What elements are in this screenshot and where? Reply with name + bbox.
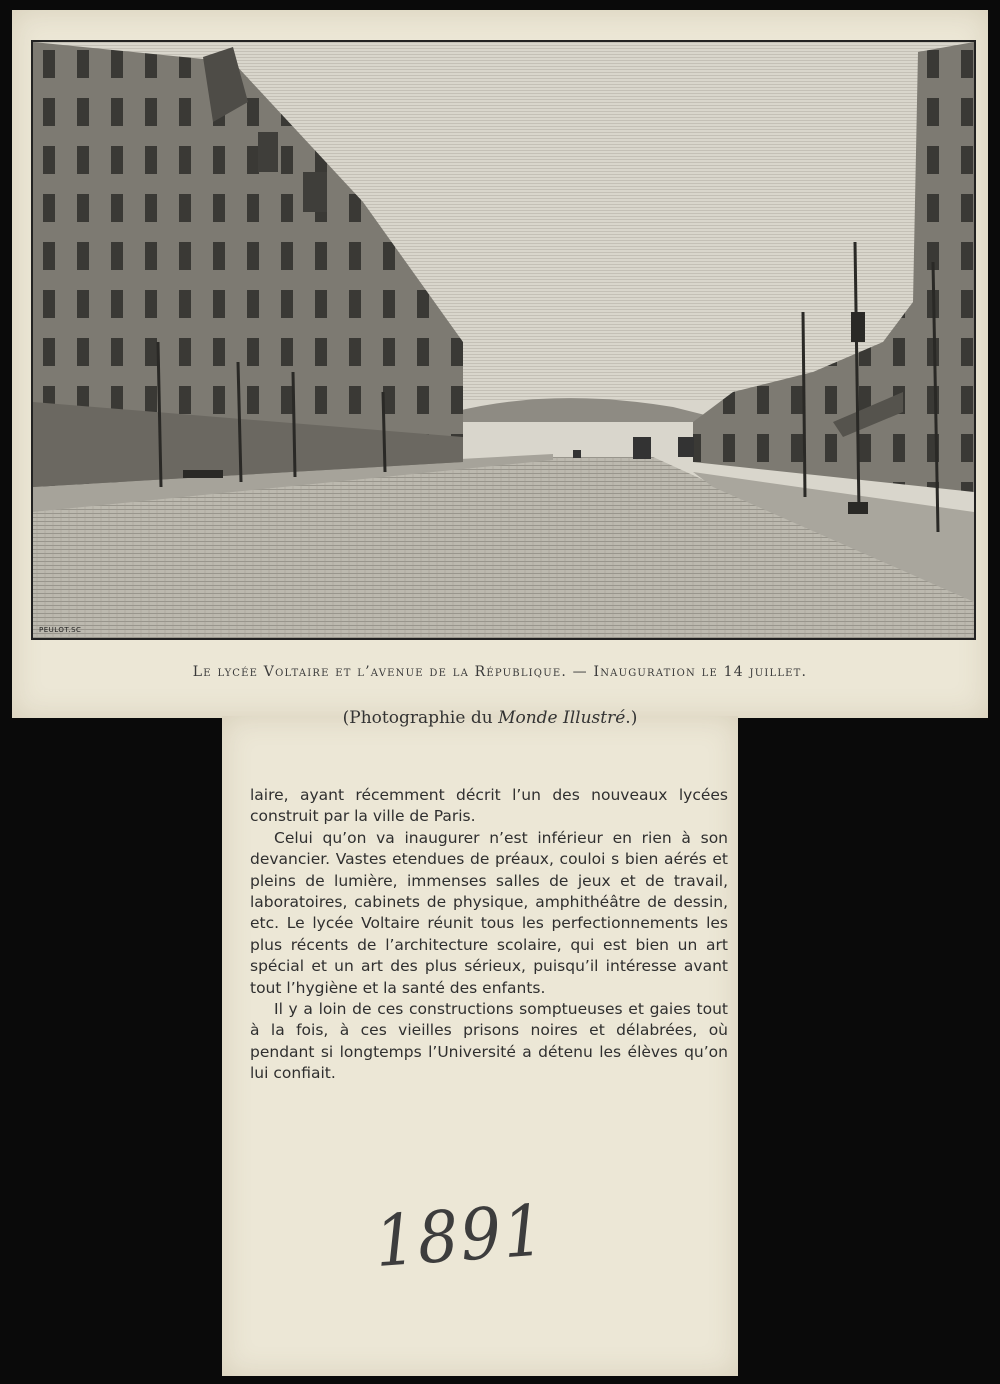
engraver-credit: PEULOT.SC: [39, 626, 82, 634]
article-paragraph: Celui qu’on va inaugurer n’est inférieur en rien à son devancier. Vastes etendues de préaux, couloi s bien aérés et pleins de lumière, immenses salles de jeux et de travail, laboratoires, cabinets de physique, amphithéâtre de dessin, etc. Le lycée Voltaire réunit tous les perfectionnements les plus récents de l’architecture scolaire, qui est bien un art spécial et un art des plus sérieux, puisqu’il intéresse avant tout l’hygiène et la santé des enfants.: [250, 828, 728, 997]
photo-credit-suffix: .): [625, 708, 638, 728]
article-paragraph: Il y a loin de ces constructions somptueuses et gaies tout à la fois, à ces vieilles prisons noires et délabrées, où pendant si longtemps l’Université a détenu les élèves qu’on lui confiait.: [250, 1000, 728, 1083]
engraving-caption: Le lycée Voltaire et l’avenue de la République. — Inauguration le 14 juillet.: [192, 664, 808, 680]
article-body: [250, 785, 728, 1085]
photo-credit-source: Monde Illustré: [498, 708, 626, 728]
handwritten-year: 1891: [372, 1190, 549, 1284]
photo-credit-prefix: (Photographie du: [342, 708, 499, 728]
photo-credit: [0, 708, 980, 728]
street-engraving: [31, 40, 976, 640]
article-paragraph: laire, ayant récemment décrit l’un des nouveaux lycées construit par la ville de Paris.: [250, 786, 728, 826]
